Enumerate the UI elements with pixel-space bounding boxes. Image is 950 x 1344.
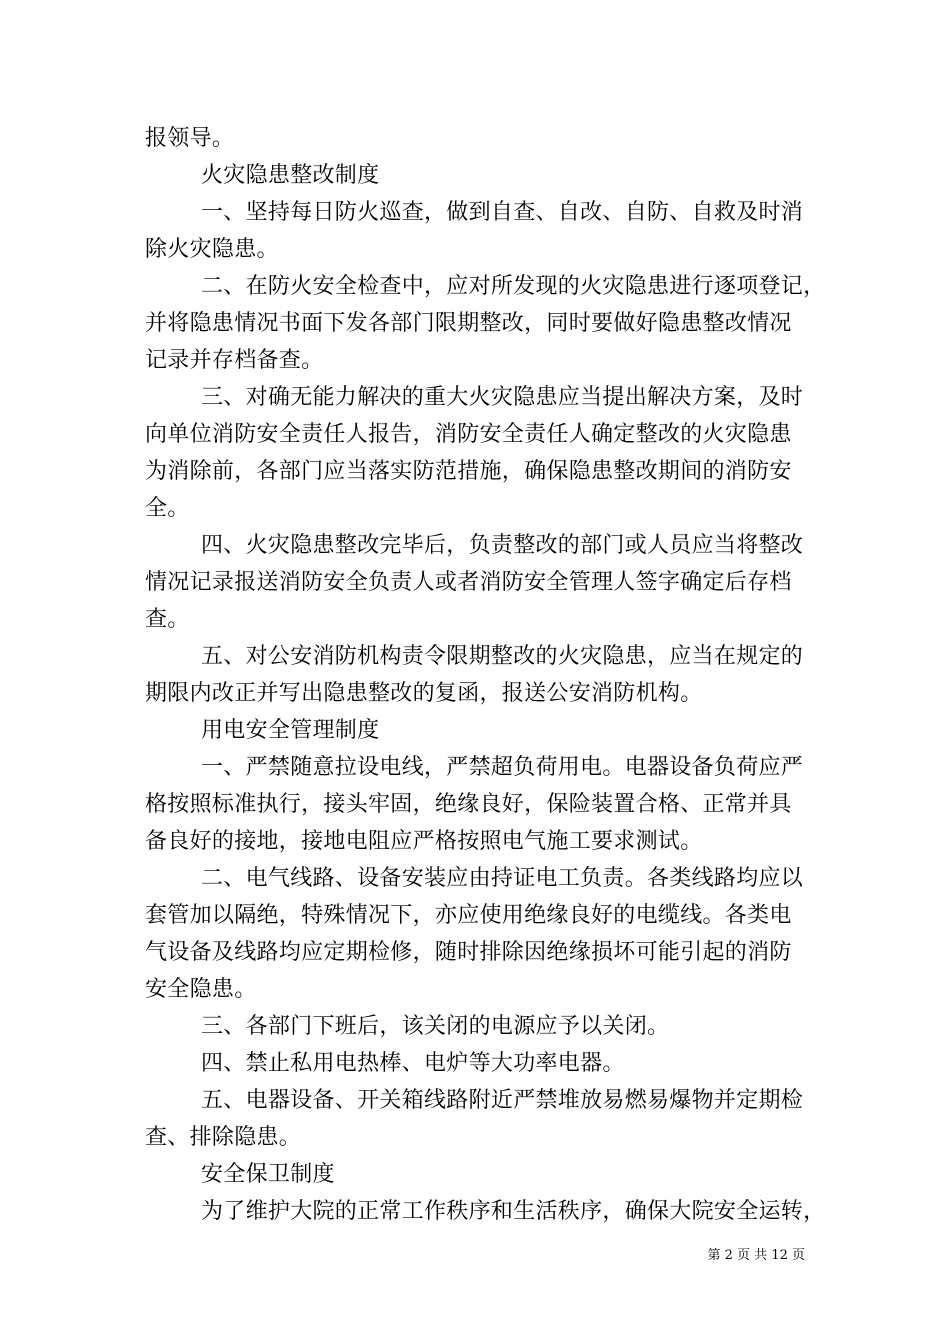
text-line: 向单位消防安全责任人报告，消防安全责任人确定整改的火灾隐患	[145, 422, 792, 447]
text-line: 四、火灾隐患整改完毕后，负责整改的部门或人员应当将整改	[201, 533, 804, 558]
text-line: 二、在防火安全检查中，应对所发现的火灾隐患进行逐项登记，	[201, 274, 826, 299]
text-line: 三、对确无能力解决的重大火灾隐患应当提出解决方案，及时	[201, 385, 804, 410]
section-heading-electricity: 用电安全管理制度	[201, 718, 380, 743]
text-line: 安全隐患。	[145, 977, 257, 1002]
text-line: 五、对公安消防机构责令限期整改的火灾隐患，应当在规定的	[201, 644, 804, 669]
text-line: 全。	[145, 496, 190, 521]
section-heading-fire-hazard: 火灾隐患整改制度	[201, 163, 380, 188]
text-line: 期限内改正并写出隐患整改的复函，报送公安消防机构。	[145, 681, 703, 706]
text-line: 二、电气线路、设备安装应由持证电工负责。各类线路均应以	[201, 866, 804, 891]
text-line: 查。	[145, 607, 190, 632]
text-line: 三、各部门下班后，该关闭的电源应予以关闭。	[201, 1014, 670, 1039]
text-line: 查、排除隐患。	[145, 1125, 302, 1150]
document-body	[145, 120, 835, 1230]
text-line: 四、禁止私用电热棒、电炉等大功率电器。	[201, 1051, 625, 1076]
text-line: 五、电器设备、开关箱线路附近严禁堆放易燃易爆物并定期检	[201, 1088, 804, 1113]
page-number-footer: 第 2 页 共 12 页	[707, 1248, 805, 1263]
text-line: 格按照标准执行，接头牢固，绝缘良好，保险装置合格、正常并具	[145, 792, 792, 817]
section-heading-security: 安全保卫制度	[201, 1162, 335, 1187]
text-line: 并将隐患情况书面下发各部门限期整改，同时要做好隐患整改情况	[145, 311, 792, 336]
text-line: 一、严禁随意拉设电线，严禁超负荷用电。电器设备负荷应严	[201, 755, 804, 780]
text-line: 备良好的接地，接地电阻应严格按照电气施工要求测试。	[145, 829, 703, 854]
text-line: 报领导。	[145, 126, 235, 151]
text-line: 情况记录报送消防安全负责人或者消防安全管理人签字确定后存档	[145, 570, 792, 595]
text-line: 气设备及线路均应定期检修，随时排除因绝缘损坏可能引起的消防	[145, 940, 792, 965]
text-line: 套管加以隔绝，特殊情况下，亦应使用绝缘良好的电缆线。各类电	[145, 903, 792, 928]
text-line: 除火灾隐患。	[145, 237, 279, 262]
text-line: 为消除前，各部门应当落实防范措施，确保隐患整改期间的消防安	[145, 459, 792, 484]
text-line: 为了维护大院的正常工作秩序和生活秩序，确保大院安全运转，	[201, 1199, 826, 1224]
text-line: 记录并存档备查。	[145, 348, 324, 373]
text-line: 一、坚持每日防火巡查，做到自查、自改、自防、自救及时消	[201, 200, 804, 225]
